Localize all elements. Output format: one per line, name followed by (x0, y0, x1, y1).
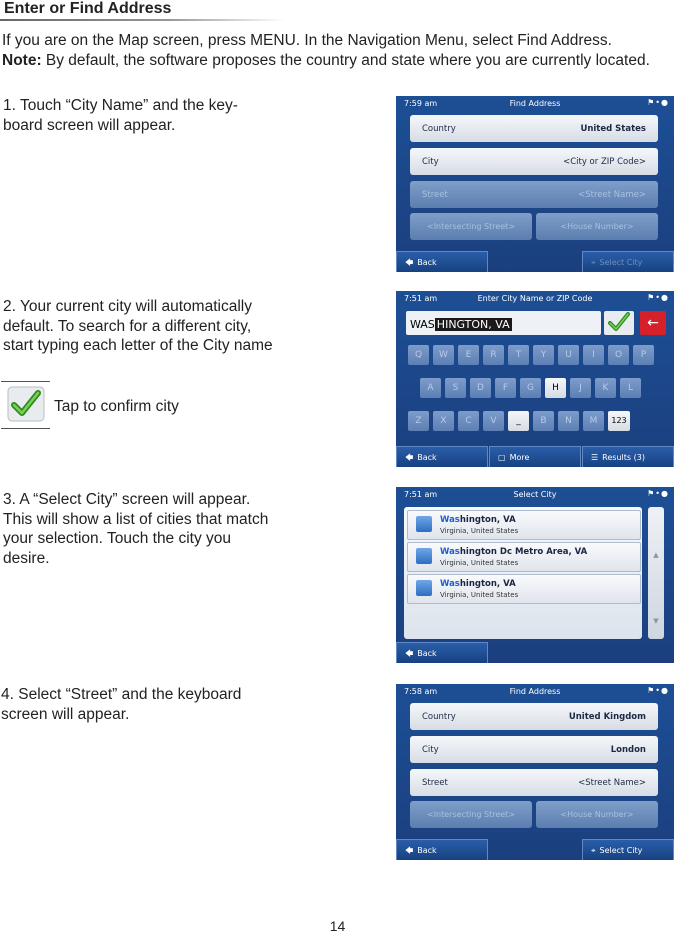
match-text: Was (440, 515, 460, 525)
street-label: Street (422, 778, 448, 788)
clock: 7:59 am (404, 99, 438, 108)
city-icon (416, 580, 432, 596)
key-n[interactable]: N (558, 411, 579, 431)
intro-paragraph (2, 31, 672, 70)
list-item[interactable] (407, 574, 641, 604)
select-city-label: Select City (599, 846, 643, 855)
city-icon (416, 516, 432, 532)
country-value: United Kingdom (568, 712, 646, 722)
select-city-button[interactable] (582, 251, 674, 272)
back-label: Back (417, 846, 437, 855)
screen-title: Find Address (509, 687, 561, 696)
country-label: Country (422, 124, 456, 134)
key-o[interactable]: O (608, 345, 629, 365)
key-123[interactable]: 123 (608, 411, 630, 431)
city-value: <City or ZIP Code> (563, 157, 646, 167)
country-row[interactable] (410, 115, 658, 142)
country-value: United States (580, 124, 646, 134)
list-item[interactable] (407, 542, 641, 572)
street-value: <Street Name> (578, 190, 646, 200)
select-city-screenshot (396, 487, 674, 663)
find-address-screenshot-2 (396, 684, 674, 860)
intersecting-street-button[interactable]: <Intersecting Street> (410, 801, 532, 828)
intro-line: If you are on the Map screen, press MENU. In the Navigation Menu, select Find Address. (2, 32, 612, 49)
scrollbar[interactable] (648, 507, 664, 639)
city-value: London (610, 745, 646, 755)
country-label: Country (422, 712, 456, 722)
step-2-text: 2. Your current city will automatically default. To search for a different city, start typing each letter of the City name (3, 298, 273, 354)
rest-text: hington, VA (459, 579, 516, 589)
city-icon (416, 548, 432, 564)
city-label: City (422, 745, 439, 755)
key-x[interactable]: X (433, 411, 454, 431)
clock: 7:51 am (404, 490, 438, 499)
backspace-icon: ← (647, 315, 659, 331)
key-d[interactable]: D (470, 378, 491, 398)
key-w[interactable]: W (433, 345, 454, 365)
step-1-text: 1. Touch “City Name” and the key-board screen will appear. (3, 97, 238, 134)
confirm-checkmark-icon (1, 381, 50, 429)
key-f[interactable]: F (495, 378, 516, 398)
note-text: By default, the software proposes the country and state where you are currently located. (41, 51, 650, 69)
city-name (440, 515, 516, 525)
scroll-down-icon[interactable]: ▼ (653, 617, 659, 625)
city-row[interactable] (410, 736, 658, 763)
key-r[interactable]: R (483, 345, 504, 365)
scroll-up-icon[interactable]: ▲ (653, 551, 659, 559)
back-arrow-icon: 🡄 (405, 258, 414, 267)
confirm-button[interactable] (604, 311, 634, 335)
page-number: 14 (329, 918, 346, 934)
key-q[interactable]: Q (408, 345, 429, 365)
key-p[interactable]: P (633, 345, 654, 365)
key-z[interactable]: Z (408, 411, 429, 431)
clock: 7:51 am (404, 294, 438, 303)
status-indicators-icon: ⚑•● (647, 489, 669, 498)
rest-text: hington, VA (459, 515, 516, 525)
status-indicators-icon: ⚑•● (647, 98, 669, 107)
street-label: Street (422, 190, 448, 200)
intersecting-street-button[interactable]: <Intersecting Street> (410, 213, 532, 240)
back-label: Back (417, 453, 437, 462)
back-label: Back (417, 258, 437, 267)
city-list (404, 507, 642, 639)
country-row[interactable] (410, 703, 658, 730)
back-button[interactable] (396, 839, 488, 860)
key-c[interactable]: C (458, 411, 479, 431)
back-button[interactable] (396, 642, 488, 663)
clock: 7:58 am (404, 687, 438, 696)
bottom-bar (396, 836, 674, 860)
key-y[interactable]: Y (533, 345, 554, 365)
match-text: Was (440, 547, 460, 557)
step-4-text: 4. Select “Street” and the keyboard screen will appear. (1, 686, 242, 723)
results-button[interactable] (582, 446, 674, 467)
crosshair-icon: ⌖ (591, 258, 596, 267)
tap-confirm-label: Tap to confirm city (54, 398, 179, 415)
list-icon: ☰ (591, 453, 599, 462)
page-title: Enter or Find Address (4, 0, 172, 17)
street-row[interactable] (410, 769, 658, 796)
more-icon: ▢ (498, 453, 506, 462)
key-l[interactable]: L (620, 378, 641, 398)
screen-title: Select City (513, 490, 557, 499)
key-v[interactable]: V (483, 411, 504, 431)
key-e[interactable]: E (458, 345, 479, 365)
status-bar (396, 684, 674, 699)
checkmark-icon (607, 311, 631, 333)
back-arrow-icon: 🡄 (405, 846, 414, 855)
back-arrow-icon: 🡄 (405, 649, 414, 658)
backspace-button[interactable] (640, 311, 666, 335)
screen-title: Find Address (509, 99, 561, 108)
status-bar (396, 487, 674, 502)
list-item[interactable] (407, 510, 641, 540)
city-name (440, 547, 587, 557)
match-text: Was (440, 579, 460, 589)
keyboard-screenshot (396, 291, 674, 467)
more-label: More (509, 453, 530, 462)
note-label: Note: (2, 51, 42, 69)
key-g[interactable]: G (520, 378, 541, 398)
results-label: Results (3) (602, 453, 645, 462)
key-b[interactable]: B (533, 411, 554, 431)
key-j[interactable]: J (570, 378, 591, 398)
crosshair-icon: ⌖ (591, 846, 596, 855)
city-row[interactable] (410, 148, 658, 175)
typed-text: WAS (410, 318, 435, 331)
key-t[interactable]: T (508, 345, 529, 365)
back-button[interactable] (396, 446, 488, 467)
more-button[interactable] (489, 446, 581, 467)
key-a[interactable]: A (420, 378, 441, 398)
key-h[interactable]: H (545, 378, 566, 398)
key-u[interactable]: U (558, 345, 579, 365)
key-space[interactable]: _ (508, 411, 529, 431)
back-arrow-icon: 🡄 (405, 453, 414, 462)
status-bar (396, 96, 674, 111)
street-value: <Street Name> (578, 778, 646, 788)
key-s[interactable]: S (445, 378, 466, 398)
back-label: Back (417, 649, 437, 658)
city-region: Virginia, United States (440, 527, 519, 535)
key-i[interactable]: I (583, 345, 604, 365)
status-indicators-icon: ⚑•● (647, 293, 669, 302)
key-m[interactable]: M (583, 411, 604, 431)
street-row[interactable] (410, 181, 658, 208)
suggested-text: HINGTON, VA (436, 318, 510, 331)
rest-text: hington Dc Metro Area, VA (459, 547, 588, 557)
bottom-bar (396, 639, 674, 663)
city-input-text (410, 318, 512, 331)
find-address-screenshot-1 (396, 96, 674, 272)
step-3-text: 3. A “Select City” screen will appear. This will show a list of cities that match your selection. Touch the city you desire. (3, 491, 269, 567)
select-city-label: Select City (599, 258, 643, 267)
city-label: City (422, 157, 439, 167)
key-k[interactable]: K (595, 378, 616, 398)
status-bar (396, 291, 674, 306)
select-city-button[interactable] (582, 839, 674, 860)
city-region: Virginia, United States (440, 591, 519, 599)
bottom-bar (396, 443, 674, 467)
status-indicators-icon: ⚑•● (647, 686, 669, 695)
screen-title: Enter City Name or ZIP Code (477, 294, 593, 303)
bottom-bar (396, 248, 674, 272)
back-button[interactable] (396, 251, 488, 272)
house-number-button[interactable]: <House Number> (536, 213, 658, 240)
title-underline (0, 19, 285, 21)
house-number-button[interactable]: <House Number> (536, 801, 658, 828)
city-name (440, 579, 516, 589)
city-region: Virginia, United States (440, 559, 519, 567)
